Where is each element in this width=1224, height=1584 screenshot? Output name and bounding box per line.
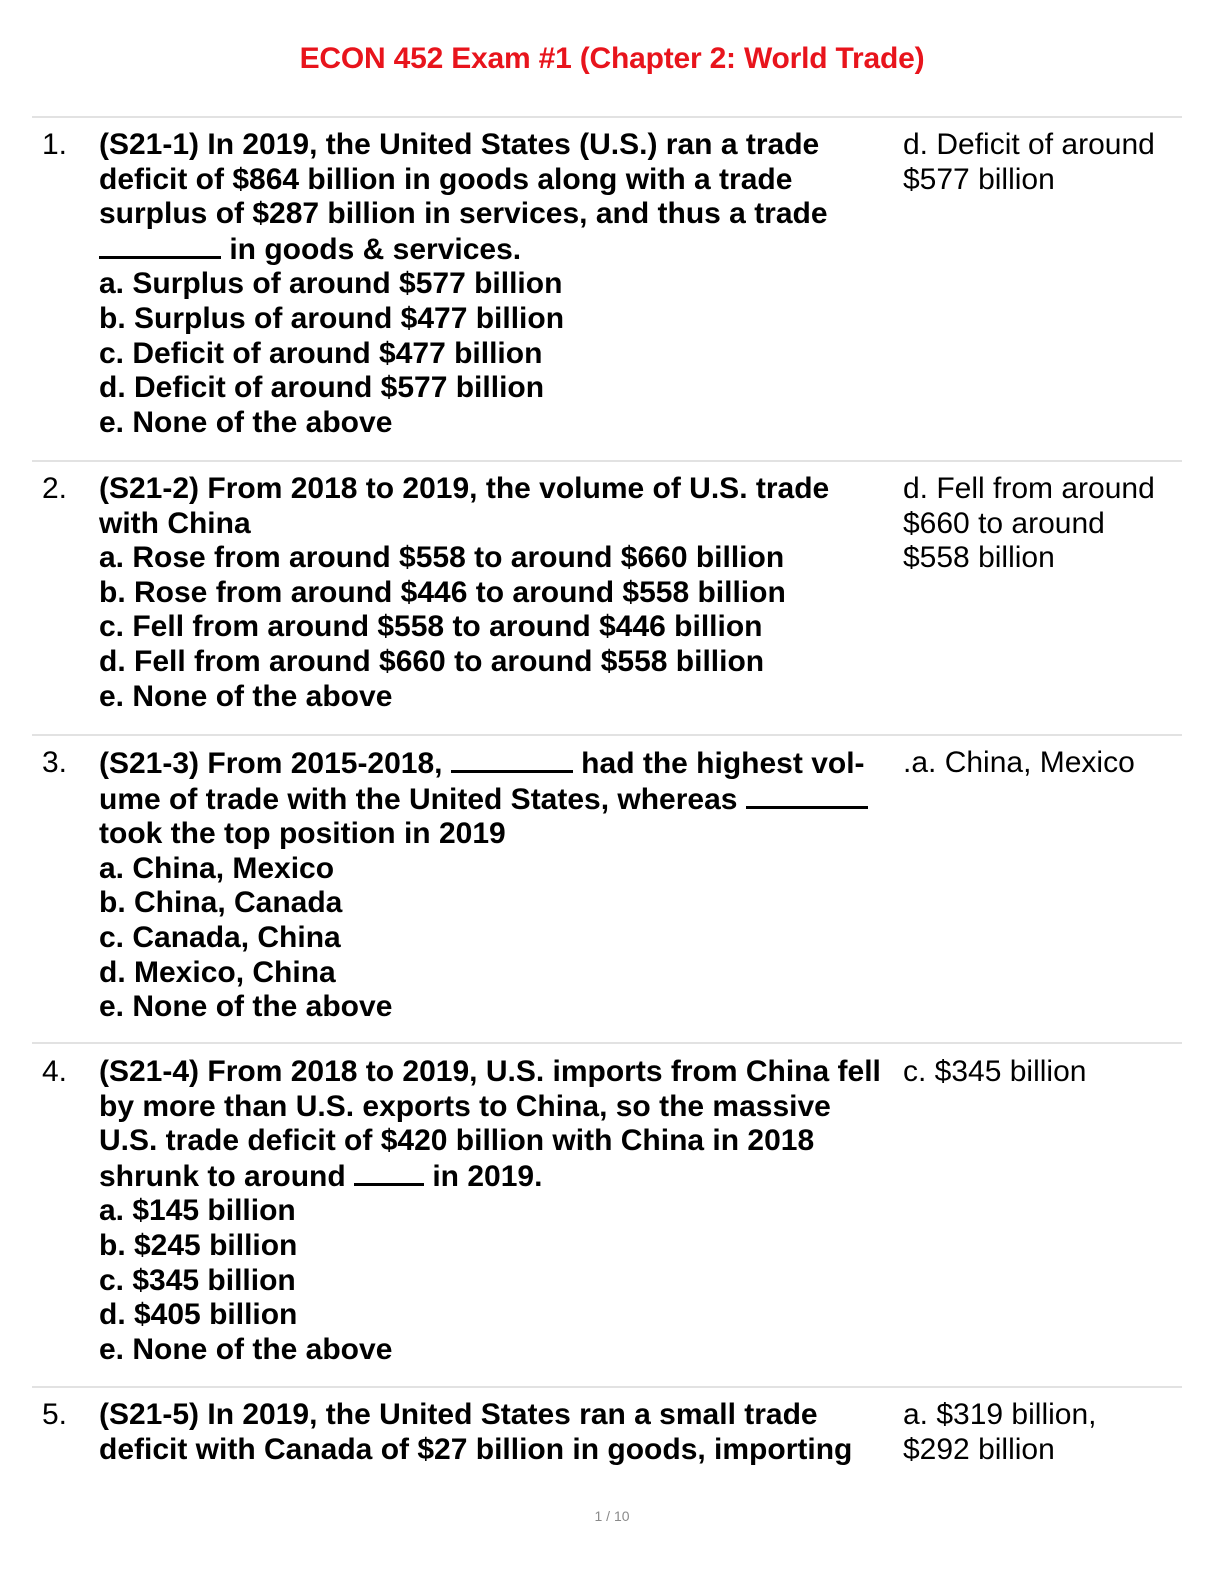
answer-line: d. Fell from around — [903, 472, 1155, 505]
choice-d: d. $405 billion — [99, 1298, 298, 1332]
question-stem-text: in goods & services. — [221, 232, 522, 266]
question-stem-text: had the highest vol- — [572, 747, 865, 780]
answer-key — [903, 1055, 1203, 1090]
choice-b: b. China, Canada — [99, 886, 343, 920]
answer-line: $660 to around — [903, 506, 1105, 540]
question-stem-line — [99, 782, 899, 818]
question-stem-text: (S21-3) From 2015-2018, — [99, 747, 451, 780]
question-number: 5. — [42, 1398, 68, 1431]
answer-line: $558 billion — [903, 541, 1055, 575]
question-stem-line — [99, 232, 899, 268]
answer-blank — [451, 746, 573, 773]
choice-a: a. $145 billion — [99, 1194, 296, 1228]
question-stem-line: (S21-5) In 2019, the United States ran a small trade — [99, 1398, 818, 1431]
question-stem-line: U.S. trade deficit of $420 billion with China in 2018 — [99, 1124, 815, 1158]
question-stem-line: took the top position in 2019 — [99, 817, 506, 851]
choice-c: c. $345 billion — [99, 1263, 296, 1297]
divider — [32, 460, 1182, 462]
question-stem-line: with China — [99, 506, 251, 540]
question-stem-line — [99, 746, 899, 782]
choice-c: c. Canada, China — [99, 920, 341, 954]
question-stem-line: deficit with Canada of $27 billion in goods, importing — [99, 1432, 853, 1466]
answer-key — [903, 746, 1203, 781]
choice-d: d. Fell from around $660 to around $558 billion — [99, 644, 765, 678]
answer-key — [903, 472, 1203, 576]
question-body — [99, 746, 899, 1025]
answer-blank — [354, 1159, 424, 1186]
choice-c: c. Fell from around $558 to around $446 billion — [99, 610, 763, 644]
choice-b: b. $245 billion — [99, 1228, 298, 1262]
answer-line: .a. China, Mexico — [903, 746, 1135, 779]
question-stem-line: (S21-4) From 2018 to 2019, U.S. imports from China fell — [99, 1055, 881, 1088]
question-body — [99, 128, 899, 440]
divider — [32, 1042, 1182, 1044]
choice-e: e. None of the above — [99, 679, 393, 713]
choice-b: b. Surplus of around $477 billion — [99, 301, 565, 335]
divider — [32, 734, 1182, 736]
choice-e: e. None of the above — [99, 1332, 393, 1366]
question-stem-line: (S21-2) From 2018 to 2019, the volume of U.S. trade — [99, 472, 830, 505]
page-title: ECON 452 Exam #1 (Chapter 2: World Trade) — [299, 42, 925, 75]
question-number: 1. — [42, 128, 68, 161]
question-body — [99, 1055, 899, 1367]
divider — [32, 116, 1182, 118]
answer-line: $577 billion — [903, 162, 1055, 196]
question-stem-line: by more than U.S. exports to China, so the massive — [99, 1089, 831, 1123]
answer-blank — [99, 232, 221, 259]
question-stem-text: shrunk to around — [99, 1159, 354, 1193]
answer-key — [903, 128, 1203, 197]
question-stem-line — [99, 1159, 899, 1195]
question-number: 3. — [42, 746, 68, 779]
question-stem-text: in 2019. — [424, 1159, 543, 1193]
answer-key — [903, 1398, 1203, 1467]
choice-d: d. Deficit of around $577 billion — [99, 371, 545, 405]
choice-a: a. China, Mexico — [99, 851, 335, 885]
answer-blank — [746, 782, 868, 809]
divider — [32, 1386, 1182, 1388]
choice-e: e. None of the above — [99, 405, 393, 439]
choice-a: a. Surplus of around $577 billion — [99, 267, 563, 301]
answer-line: d. Deficit of around — [903, 128, 1155, 161]
answer-line: $292 billion — [903, 1432, 1055, 1466]
choice-a: a. Rose from around $558 to around $660 billion — [99, 541, 785, 575]
question-body — [99, 1398, 899, 1467]
choice-d: d. Mexico, China — [99, 955, 336, 989]
page-number: 1 / 10 — [594, 1508, 630, 1524]
choice-c: c. Deficit of around $477 billion — [99, 336, 543, 370]
question-stem-line: deficit of $864 billion in goods along with a trade — [99, 162, 793, 196]
question-body — [99, 472, 899, 714]
question-stem-line: (S21-1) In 2019, the United States (U.S.) ran a trade — [99, 128, 820, 161]
question-number: 2. — [42, 472, 68, 505]
answer-line: c. $345 billion — [903, 1055, 1087, 1088]
choice-e: e. None of the above — [99, 990, 393, 1024]
question-number: 4. — [42, 1055, 68, 1088]
choice-b: b. Rose from around $446 to around $558 billion — [99, 575, 786, 609]
answer-line: a. $319 billion, — [903, 1398, 1097, 1431]
question-stem-text: ume of trade with the United States, whereas — [99, 782, 746, 816]
question-stem-line: surplus of $287 billion in services, and thus a trade — [99, 197, 828, 231]
